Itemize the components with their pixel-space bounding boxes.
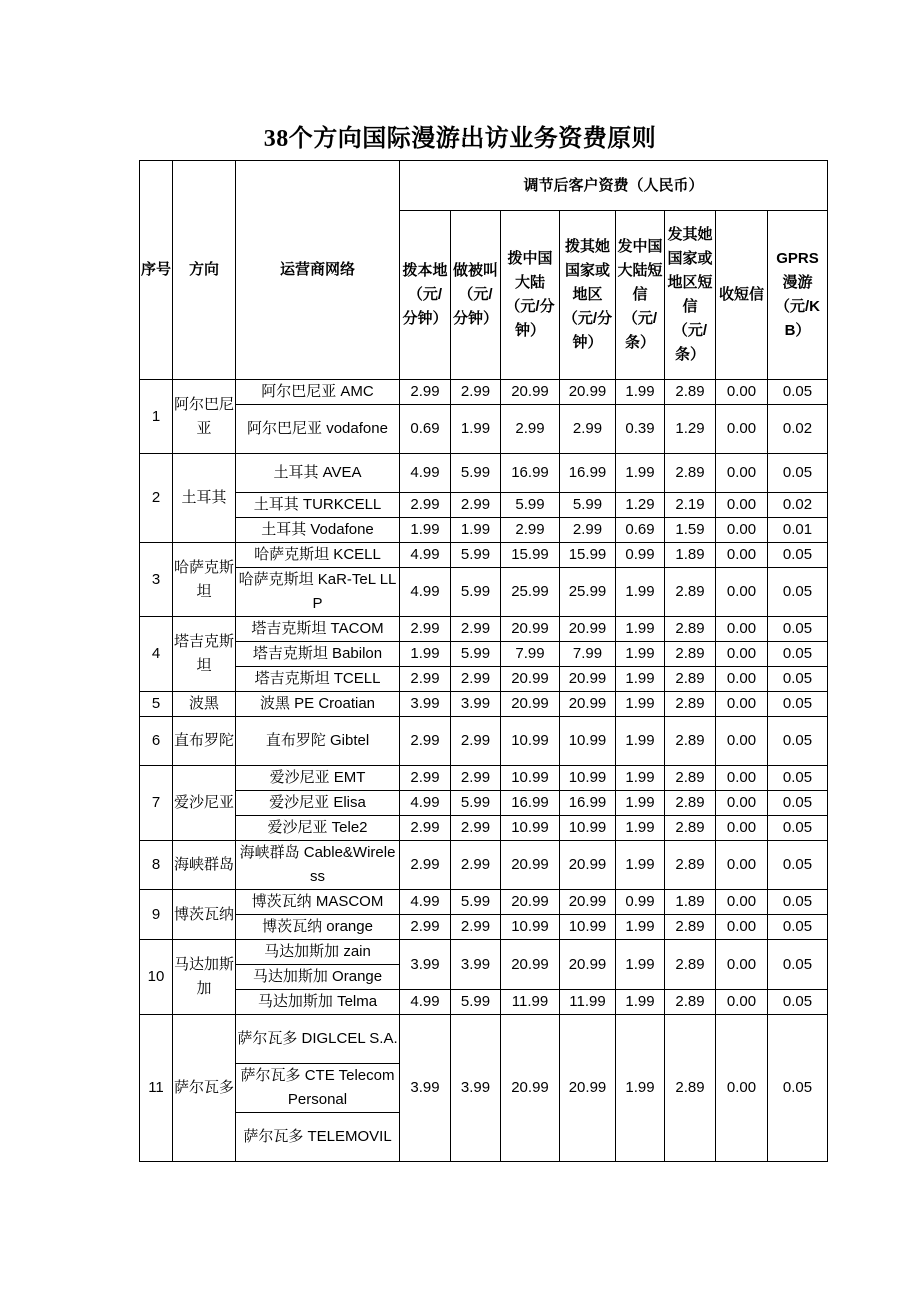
row-number: 1 bbox=[140, 380, 173, 454]
fee-cell: 1.99 bbox=[616, 568, 665, 617]
table-row bbox=[140, 543, 828, 568]
fee-cell: 20.99 bbox=[501, 380, 560, 405]
fee-cell: 0.99 bbox=[616, 543, 665, 568]
table-row bbox=[140, 518, 828, 543]
fee-cell: 15.99 bbox=[501, 543, 560, 568]
fee-cell: 0.05 bbox=[768, 617, 828, 642]
fee-cell: 7.99 bbox=[560, 642, 616, 667]
fee-cell: 2.89 bbox=[665, 454, 716, 493]
table-row bbox=[140, 380, 828, 405]
operator-cell: 爱沙尼亚 Elisa bbox=[236, 791, 400, 816]
fee-cell: 2.89 bbox=[665, 990, 716, 1015]
header-sms-china: 发中国大陆短信（元/条） bbox=[616, 211, 665, 380]
fee-cell: 0.05 bbox=[768, 692, 828, 717]
fee-cell: 20.99 bbox=[501, 617, 560, 642]
fee-cell: 2.99 bbox=[400, 617, 451, 642]
fee-cell: 0.00 bbox=[716, 617, 768, 642]
fee-cell: 1.29 bbox=[665, 405, 716, 454]
fee-cell: 0.00 bbox=[716, 568, 768, 617]
fee-cell: 2.89 bbox=[665, 642, 716, 667]
fee-cell: 5.99 bbox=[451, 791, 501, 816]
fee-cell: 10.99 bbox=[501, 717, 560, 766]
fee-cell: 3.99 bbox=[400, 1015, 451, 1162]
fee-cell: 2.99 bbox=[400, 816, 451, 841]
fee-cell: 2.99 bbox=[451, 380, 501, 405]
fee-cell: 10.99 bbox=[501, 816, 560, 841]
fee-cell: 2.99 bbox=[501, 518, 560, 543]
table-row bbox=[140, 915, 828, 940]
operator-cell: 塔吉克斯坦 TCELL bbox=[236, 667, 400, 692]
fee-cell: 1.89 bbox=[665, 890, 716, 915]
fee-cell: 10.99 bbox=[560, 766, 616, 791]
fee-cell: 2.89 bbox=[665, 717, 716, 766]
direction-cell: 萨尔瓦多 bbox=[173, 1015, 236, 1162]
operator-cell: 马达加斯加 zain bbox=[236, 940, 400, 965]
operator-cell: 直布罗陀 Gibtel bbox=[236, 717, 400, 766]
fee-cell: 10.99 bbox=[501, 766, 560, 791]
fee-cell: 11.99 bbox=[560, 990, 616, 1015]
fee-cell: 1.99 bbox=[451, 405, 501, 454]
fee-cell: 2.99 bbox=[451, 766, 501, 791]
fee-cell: 1.99 bbox=[616, 1015, 665, 1162]
header-gprs: GPRS漫游（元/KB） bbox=[768, 211, 828, 380]
fee-cell: 2.89 bbox=[665, 1015, 716, 1162]
fee-cell: 2.99 bbox=[501, 405, 560, 454]
fee-cell: 1.99 bbox=[451, 518, 501, 543]
fee-cell: 1.99 bbox=[616, 990, 665, 1015]
fee-cell: 2.99 bbox=[451, 617, 501, 642]
table-body bbox=[140, 161, 828, 1162]
fee-cell: 5.99 bbox=[560, 493, 616, 518]
direction-cell: 马达加斯加 bbox=[173, 940, 236, 1015]
fee-cell: 5.99 bbox=[451, 642, 501, 667]
fee-cell: 10.99 bbox=[501, 915, 560, 940]
fee-cell: 0.00 bbox=[716, 692, 768, 717]
fee-cell: 5.99 bbox=[451, 454, 501, 493]
fee-cell: 20.99 bbox=[560, 617, 616, 642]
fee-cell: 3.99 bbox=[451, 692, 501, 717]
operator-cell: 爱沙尼亚 Tele2 bbox=[236, 816, 400, 841]
table-row bbox=[140, 642, 828, 667]
fee-cell: 20.99 bbox=[560, 380, 616, 405]
fee-cell: 5.99 bbox=[501, 493, 560, 518]
fee-cell: 0.99 bbox=[616, 890, 665, 915]
fee-cell: 0.00 bbox=[716, 543, 768, 568]
fee-cell: 2.99 bbox=[451, 841, 501, 890]
fee-cell: 2.99 bbox=[400, 841, 451, 890]
fee-cell: 20.99 bbox=[560, 940, 616, 990]
fee-cell: 2.99 bbox=[451, 816, 501, 841]
operator-cell: 土耳其 TURKCELL bbox=[236, 493, 400, 518]
fee-cell: 2.89 bbox=[665, 380, 716, 405]
row-number: 2 bbox=[140, 454, 173, 543]
table-row bbox=[140, 816, 828, 841]
operator-cell: 阿尔巴尼亚 vodafone bbox=[236, 405, 400, 454]
table-row bbox=[140, 493, 828, 518]
fee-cell: 1.89 bbox=[665, 543, 716, 568]
fee-cell: 0.00 bbox=[716, 816, 768, 841]
fee-cell: 16.99 bbox=[560, 791, 616, 816]
operator-cell: 马达加斯加 Orange bbox=[236, 965, 400, 990]
fee-cell: 4.99 bbox=[400, 568, 451, 617]
fee-cell: 2.89 bbox=[665, 915, 716, 940]
table-row bbox=[140, 890, 828, 915]
fee-cell: 0.05 bbox=[768, 990, 828, 1015]
fee-cell: 5.99 bbox=[451, 543, 501, 568]
fee-cell: 2.99 bbox=[560, 518, 616, 543]
fee-cell: 20.99 bbox=[501, 667, 560, 692]
operator-cell: 哈萨克斯坦 KCELL bbox=[236, 543, 400, 568]
tariff-table bbox=[139, 160, 828, 1162]
fee-cell: 0.69 bbox=[400, 405, 451, 454]
fee-cell: 1.99 bbox=[616, 642, 665, 667]
row-number: 11 bbox=[140, 1015, 173, 1162]
fee-cell: 10.99 bbox=[560, 717, 616, 766]
fee-cell: 3.99 bbox=[451, 940, 501, 990]
fee-cell: 2.89 bbox=[665, 667, 716, 692]
fee-cell: 0.00 bbox=[716, 380, 768, 405]
fee-cell: 2.89 bbox=[665, 568, 716, 617]
fee-cell: 2.99 bbox=[560, 405, 616, 454]
fee-cell: 20.99 bbox=[501, 841, 560, 890]
fee-cell: 2.99 bbox=[400, 717, 451, 766]
fee-cell: 0.39 bbox=[616, 405, 665, 454]
fee-cell: 2.99 bbox=[451, 493, 501, 518]
fee-cell: 0.05 bbox=[768, 890, 828, 915]
fee-cell: 2.89 bbox=[665, 617, 716, 642]
fee-cell: 1.99 bbox=[616, 454, 665, 493]
fee-cell: 0.05 bbox=[768, 454, 828, 493]
fee-cell: 2.99 bbox=[451, 915, 501, 940]
fee-cell: 4.99 bbox=[400, 543, 451, 568]
direction-cell: 阿尔巴尼亚 bbox=[173, 380, 236, 454]
table-row bbox=[140, 1015, 828, 1064]
fee-cell: 7.99 bbox=[501, 642, 560, 667]
operator-cell: 博茨瓦纳 MASCOM bbox=[236, 890, 400, 915]
fee-cell: 5.99 bbox=[451, 890, 501, 915]
fee-cell: 2.99 bbox=[400, 766, 451, 791]
fee-cell: 20.99 bbox=[560, 667, 616, 692]
header-sms-receive: 收短信 bbox=[716, 211, 768, 380]
fee-cell: 0.05 bbox=[768, 791, 828, 816]
direction-cell: 哈萨克斯坦 bbox=[173, 543, 236, 617]
fee-cell: 10.99 bbox=[560, 816, 616, 841]
fee-cell: 0.05 bbox=[768, 1015, 828, 1162]
operator-cell: 土耳其 AVEA bbox=[236, 454, 400, 493]
fee-cell: 4.99 bbox=[400, 890, 451, 915]
fee-cell: 1.99 bbox=[616, 915, 665, 940]
direction-cell: 博茨瓦纳 bbox=[173, 890, 236, 940]
header-operator: 运营商网络 bbox=[236, 161, 400, 380]
fee-cell: 1.99 bbox=[400, 642, 451, 667]
fee-cell: 0.05 bbox=[768, 816, 828, 841]
fee-cell: 0.00 bbox=[716, 990, 768, 1015]
row-number: 8 bbox=[140, 841, 173, 890]
fee-cell: 2.99 bbox=[400, 493, 451, 518]
fee-cell: 0.05 bbox=[768, 543, 828, 568]
fee-cell: 20.99 bbox=[501, 940, 560, 990]
fee-cell: 0.00 bbox=[716, 841, 768, 890]
fee-cell: 0.02 bbox=[768, 493, 828, 518]
fee-cell: 1.99 bbox=[616, 940, 665, 990]
fee-cell: 0.05 bbox=[768, 568, 828, 617]
header-row-top bbox=[140, 161, 828, 211]
row-number: 7 bbox=[140, 766, 173, 841]
fee-cell: 0.00 bbox=[716, 766, 768, 791]
header-call-other: 拨其她国家或地区（元/分钟） bbox=[560, 211, 616, 380]
table-row bbox=[140, 791, 828, 816]
table-row bbox=[140, 766, 828, 791]
table-row bbox=[140, 841, 828, 890]
fee-cell: 5.99 bbox=[451, 990, 501, 1015]
operator-cell: 博茨瓦纳 orange bbox=[236, 915, 400, 940]
fee-cell: 0.05 bbox=[768, 380, 828, 405]
table-row bbox=[140, 940, 828, 965]
fee-cell: 1.99 bbox=[616, 791, 665, 816]
fee-cell: 3.99 bbox=[400, 692, 451, 717]
fee-cell: 0.05 bbox=[768, 667, 828, 692]
fee-cell: 0.05 bbox=[768, 841, 828, 890]
header-fee-group: 调节后客户资费（人民币） bbox=[400, 161, 828, 211]
fee-cell: 0.00 bbox=[716, 791, 768, 816]
operator-cell: 萨尔瓦多 TELEMOVIL bbox=[236, 1113, 400, 1162]
fee-cell: 1.99 bbox=[616, 667, 665, 692]
fee-cell: 3.99 bbox=[451, 1015, 501, 1162]
fee-cell: 2.99 bbox=[451, 717, 501, 766]
fee-cell: 16.99 bbox=[501, 454, 560, 493]
fee-cell: 20.99 bbox=[560, 841, 616, 890]
fee-cell: 10.99 bbox=[560, 915, 616, 940]
fee-cell: 2.89 bbox=[665, 692, 716, 717]
fee-cell: 1.99 bbox=[616, 766, 665, 791]
fee-cell: 0.05 bbox=[768, 642, 828, 667]
row-number: 4 bbox=[140, 617, 173, 692]
fee-cell: 15.99 bbox=[560, 543, 616, 568]
fee-cell: 20.99 bbox=[501, 692, 560, 717]
fee-cell: 0.00 bbox=[716, 915, 768, 940]
fee-cell: 1.99 bbox=[616, 380, 665, 405]
fee-cell: 0.00 bbox=[716, 890, 768, 915]
direction-cell: 爱沙尼亚 bbox=[173, 766, 236, 841]
fee-cell: 0.00 bbox=[716, 454, 768, 493]
operator-cell: 马达加斯加 Telma bbox=[236, 990, 400, 1015]
fee-cell: 16.99 bbox=[560, 454, 616, 493]
table-row bbox=[140, 568, 828, 617]
fee-cell: 2.19 bbox=[665, 493, 716, 518]
operator-cell: 萨尔瓦多 CTE Telecom Personal bbox=[236, 1064, 400, 1113]
fee-cell: 0.00 bbox=[716, 717, 768, 766]
header-no: 序号 bbox=[140, 161, 173, 380]
direction-cell: 海峡群岛 bbox=[173, 841, 236, 890]
row-number: 10 bbox=[140, 940, 173, 1015]
fee-cell: 0.02 bbox=[768, 405, 828, 454]
fee-cell: 3.99 bbox=[400, 940, 451, 990]
fee-cell: 0.00 bbox=[716, 642, 768, 667]
table-row bbox=[140, 454, 828, 493]
fee-cell: 4.99 bbox=[400, 454, 451, 493]
fee-cell: 0.05 bbox=[768, 717, 828, 766]
fee-cell: 2.99 bbox=[451, 667, 501, 692]
table-row bbox=[140, 405, 828, 454]
table-row bbox=[140, 717, 828, 766]
fee-cell: 2.99 bbox=[400, 380, 451, 405]
direction-cell: 直布罗陀 bbox=[173, 717, 236, 766]
fee-cell: 0.00 bbox=[716, 493, 768, 518]
direction-cell: 土耳其 bbox=[173, 454, 236, 543]
fee-cell: 25.99 bbox=[501, 568, 560, 617]
fee-cell: 1.99 bbox=[616, 692, 665, 717]
fee-cell: 2.89 bbox=[665, 766, 716, 791]
fee-cell: 0.05 bbox=[768, 915, 828, 940]
table-row bbox=[140, 617, 828, 642]
header-direction: 方向 bbox=[173, 161, 236, 380]
header-call-china: 拨中国大陆（元/分钟） bbox=[501, 211, 560, 380]
fee-cell: 4.99 bbox=[400, 990, 451, 1015]
table-row bbox=[140, 692, 828, 717]
header-local-call: 拨本地（元/分钟） bbox=[400, 211, 451, 380]
fee-cell: 1.99 bbox=[616, 617, 665, 642]
fee-cell: 16.99 bbox=[501, 791, 560, 816]
row-number: 6 bbox=[140, 717, 173, 766]
fee-cell: 1.99 bbox=[616, 841, 665, 890]
operator-cell: 海峡群岛 Cable&Wireless bbox=[236, 841, 400, 890]
operator-cell: 塔吉克斯坦 TACOM bbox=[236, 617, 400, 642]
fee-cell: 5.99 bbox=[451, 568, 501, 617]
fee-cell: 0.00 bbox=[716, 405, 768, 454]
table-row bbox=[140, 667, 828, 692]
operator-cell: 波黑 PE Croatian bbox=[236, 692, 400, 717]
fee-cell: 2.99 bbox=[400, 915, 451, 940]
fee-cell: 0.00 bbox=[716, 940, 768, 990]
fee-cell: 2.99 bbox=[400, 667, 451, 692]
fee-cell: 1.29 bbox=[616, 493, 665, 518]
fee-cell: 1.99 bbox=[616, 717, 665, 766]
fee-cell: 2.89 bbox=[665, 841, 716, 890]
fee-cell: 2.89 bbox=[665, 791, 716, 816]
fee-cell: 0.05 bbox=[768, 940, 828, 990]
fee-cell: 0.00 bbox=[716, 667, 768, 692]
fee-cell: 1.99 bbox=[400, 518, 451, 543]
fee-cell: 0.01 bbox=[768, 518, 828, 543]
fee-cell: 0.00 bbox=[716, 1015, 768, 1162]
fee-cell: 0.69 bbox=[616, 518, 665, 543]
operator-cell: 萨尔瓦多 DIGLCEL S.A. bbox=[236, 1015, 400, 1064]
fee-cell: 0.00 bbox=[716, 518, 768, 543]
direction-cell: 波黑 bbox=[173, 692, 236, 717]
row-number: 3 bbox=[140, 543, 173, 617]
fee-cell: 20.99 bbox=[501, 890, 560, 915]
header-sms-other: 发其她国家或地区短信（元/条） bbox=[665, 211, 716, 380]
operator-cell: 土耳其 Vodafone bbox=[236, 518, 400, 543]
operator-cell: 爱沙尼亚 EMT bbox=[236, 766, 400, 791]
fee-cell: 20.99 bbox=[560, 890, 616, 915]
fee-cell: 20.99 bbox=[560, 692, 616, 717]
operator-cell: 哈萨克斯坦 KaR-TeL LLP bbox=[236, 568, 400, 617]
fee-cell: 2.89 bbox=[665, 816, 716, 841]
fee-cell: 11.99 bbox=[501, 990, 560, 1015]
fee-cell: 0.05 bbox=[768, 766, 828, 791]
row-number: 5 bbox=[140, 692, 173, 717]
fee-cell: 2.89 bbox=[665, 940, 716, 990]
header-receive-call: 做被叫（元/分钟） bbox=[451, 211, 501, 380]
page-title: 38个方向国际漫游出访业务资费原则 bbox=[263, 126, 657, 152]
fee-cell: 25.99 bbox=[560, 568, 616, 617]
fee-cell: 20.99 bbox=[501, 1015, 560, 1162]
fee-cell: 4.99 bbox=[400, 791, 451, 816]
row-number: 9 bbox=[140, 890, 173, 940]
fee-cell: 20.99 bbox=[560, 1015, 616, 1162]
fee-cell: 1.59 bbox=[665, 518, 716, 543]
operator-cell: 塔吉克斯坦 Babilon bbox=[236, 642, 400, 667]
operator-cell: 阿尔巴尼亚 AMC bbox=[236, 380, 400, 405]
direction-cell: 塔吉克斯坦 bbox=[173, 617, 236, 692]
fee-cell: 1.99 bbox=[616, 816, 665, 841]
table-row bbox=[140, 990, 828, 1015]
